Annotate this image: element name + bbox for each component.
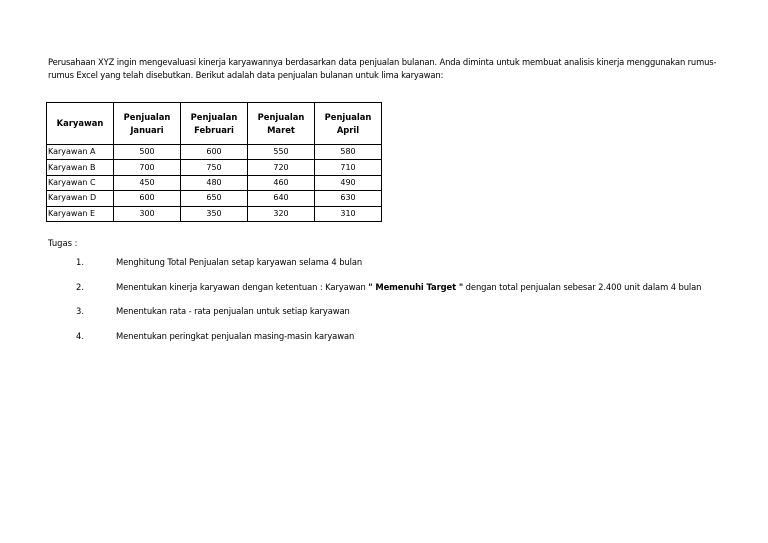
cell-name: Karyawan C <box>47 175 114 190</box>
tasks-heading: Tugas : <box>48 238 78 248</box>
cell-februari: 650 <box>181 191 248 206</box>
header-karyawan: Karyawan <box>47 103 114 145</box>
sales-table <box>46 102 382 222</box>
table-header-row <box>47 103 382 145</box>
cell-april: 710 <box>315 160 382 175</box>
cell-april: 630 <box>315 191 382 206</box>
task-number: 4. <box>76 331 84 341</box>
cell-april: 310 <box>315 206 382 221</box>
task-text: Menentukan peringkat penjualan masing-masin karyawan <box>116 331 355 341</box>
cell-maret: 320 <box>248 206 315 221</box>
table-row <box>47 206 382 221</box>
cell-maret: 640 <box>248 191 315 206</box>
cell-maret: 460 <box>248 175 315 190</box>
cell-januari: 600 <box>114 191 181 206</box>
task-text: Menghitung Total Penjualan setap karyawan selama 4 bulan <box>116 257 363 267</box>
header-januari: Penjualan Januari <box>114 103 181 145</box>
header-februari: Penjualan Februari <box>181 103 248 145</box>
intro-paragraph <box>48 56 728 82</box>
cell-januari: 500 <box>114 145 181 160</box>
task-number: 3. <box>76 306 84 316</box>
table-row <box>47 160 382 175</box>
cell-februari: 600 <box>181 145 248 160</box>
table-row <box>47 175 382 190</box>
task-number: 1. <box>76 257 84 267</box>
header-april: Penjualan April <box>315 103 382 145</box>
cell-februari: 350 <box>181 206 248 221</box>
cell-februari: 480 <box>181 175 248 190</box>
task-text <box>116 282 701 292</box>
cell-maret: 550 <box>248 145 315 160</box>
cell-name: Karyawan D <box>47 191 114 206</box>
task-text: Menentukan rata - rata penjualan untuk setiap karyawan <box>116 306 350 316</box>
cell-januari: 300 <box>114 206 181 221</box>
cell-februari: 750 <box>181 160 248 175</box>
cell-maret: 720 <box>248 160 315 175</box>
cell-januari: 700 <box>114 160 181 175</box>
task-text-pre: Menentukan kinerja karyawan dengan ketentuan : Karyawan <box>116 282 369 292</box>
cell-name: Karyawan E <box>47 206 114 221</box>
cell-april: 580 <box>315 145 382 160</box>
task-number: 2. <box>76 282 84 292</box>
cell-name: Karyawan A <box>47 145 114 160</box>
target-emphasis: " Memenuhi Target " <box>368 282 464 292</box>
intro-line-2: rumus Excel yang telah disebutkan. Berikut adalah data penjualan bulanan untuk lima karyawan: <box>48 70 444 80</box>
intro-line-1: Perusahaan XYZ ingin mengevaluasi kinerja karyawannya berdasarkan data penjualan bulanan. Anda diminta untuk membuat analisis kinerja menggunakan rumus- <box>48 57 717 67</box>
cell-januari: 450 <box>114 175 181 190</box>
task-text-post: dengan total penjualan sebesar 2.400 unit dalam 4 bulan <box>463 282 702 292</box>
table-row <box>47 191 382 206</box>
cell-name: Karyawan B <box>47 160 114 175</box>
header-maret: Penjualan Maret <box>248 103 315 145</box>
cell-april: 490 <box>315 175 382 190</box>
table-row <box>47 145 382 160</box>
